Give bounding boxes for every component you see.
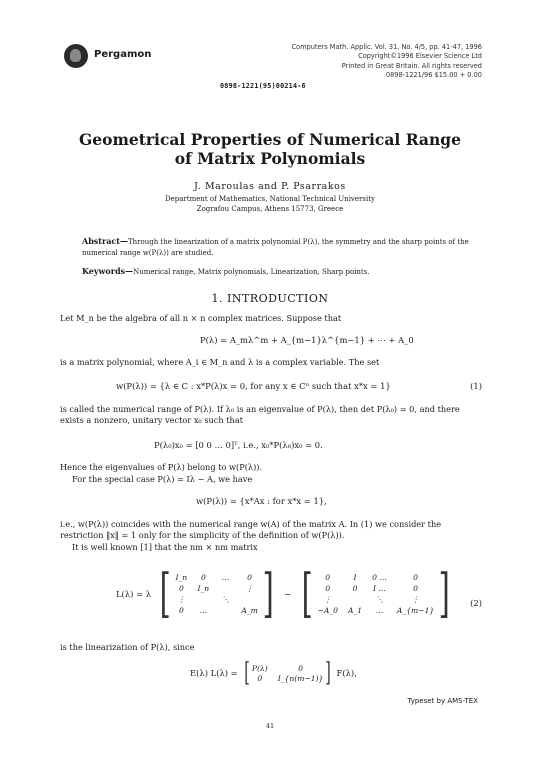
matrix-entry: 0 [257,673,263,683]
affiliation-line-2: Zografou Campus, Athens 15773, Greece [196,205,344,214]
equation-last-lhs: E(λ) L(λ) = [190,668,238,678]
page-number: 41 [265,722,275,730]
matrix-entry: 0 [413,584,419,593]
affiliation-line-1: Department of Mathematics, National Technical University [165,195,375,203]
equation-2-lhs: L(λ) = λ [116,589,152,599]
equation-last [190,660,357,686]
matrix-entry: 0 [178,584,184,593]
minus-sign: − [284,589,292,599]
matrix-entry: −A_0 [317,606,338,615]
matrix-entry: … [221,573,230,582]
authors: J. Maroulas and P. Psarrakos [194,181,346,192]
matrix-entry [241,595,257,604]
typeset-note: Typeset by AMS-TEX [407,697,478,705]
printed-line: Printed in Great Britain. All rights reserved [341,61,482,70]
matrix-entry: 0 [325,573,331,582]
equation-polynomial: P(λ) = A_mλ^m + A_{m−1}λ^{m−1} + ⋯ + A_0 [200,335,414,345]
matrix-entry: I [353,573,357,582]
matrix-entry: 0 … [372,573,387,582]
paragraph-1: Let M_n be the algebra of all n × n complex matrices. Suppose that [60,313,342,323]
paragraph-2: is a matrix polynomial, where A_i ∈ M_n and λ is a complex variable. The set [60,357,380,367]
matrix-entry [348,595,362,604]
equation-special: w(P(λ)) = {x*Ax : for x*x = 1}, [196,496,327,506]
matrix-entry: I_n [175,573,188,582]
keywords [82,266,482,276]
price-line: 0898-1221/96 $15.00 + 0.00 [385,71,482,80]
title-line-2: of Matrix Polynomials [174,149,366,168]
abstract-label: Abstract— [82,236,128,246]
matrix-entry: 0 [413,573,419,582]
paragraph-8: is the linearization of P(λ), since [60,642,195,652]
paragraph-6: i.e., w(P(λ)) coincides with the numerical range w(A) of the matrix A. In (1) we consider the restriction ‖x‖ = 1 only for the simplicity of the definition of w(P(λ)). [60,519,442,541]
matrix-entry: … [199,606,208,615]
paragraph-3: is called the numerical range of P(λ). If λ₀ is an eigenvalue of P(λ), then det P(λ₀) = 0, and there exists a nonzero, unitary vector x₀ such that [60,404,460,426]
matrix-leading: [ I_n 0 … 0 0 I_n ⋮ ⋮ ⋱ 0 … A_m ] [159,564,274,624]
abstract-text: Through the linearization of a matrix polynomial P(λ), the symmetry and the sharp points of the numerical range w(P(λ)) are studied. [82,238,469,257]
keywords-text: Numerical range, Matrix polynomials, Linearization, Sharp points. [133,268,370,276]
abstract [82,236,482,258]
matrix-entry [219,584,231,593]
pergamon-logo [64,44,88,68]
keywords-label: Keywords— [82,266,134,276]
equation-1-number: (1) [470,381,482,391]
matrix-entry: 0 [247,573,253,582]
matrix-entry: 0 [178,606,184,615]
matrix-entry: ⋮ [177,595,186,604]
matrix-entry: 0 [352,584,358,593]
paragraph-5: For the special case P(λ) = Iλ − A, we have [72,474,253,484]
matrix-entry: 0 [298,663,303,673]
matrix-entry: P(λ) [251,663,268,673]
matrix-entry: ⋱ [375,595,384,604]
matrix-entry: A_m [241,606,258,615]
matrix-entry: … [375,606,384,615]
matrix-entry: ⋮ [323,595,332,604]
matrix-entry: I_{n(m−1)} [277,673,324,683]
matrix-entry: A_{m−1} [396,606,435,615]
matrix-entry: ⋱ [221,595,230,604]
publisher-name: Pergamon [94,49,152,60]
affiliation [40,194,500,215]
matrix-block-entries [252,664,324,683]
copyright-line: Copyright©1996 Elsevier Science Ltd [358,52,482,61]
matrix-entry [219,606,231,615]
matrix-entry: I … [372,584,386,593]
matrix-entry: A_1 [347,606,363,615]
pii-code: 0898-1221(95)00214-6 [220,82,306,90]
matrix-entry: I_n [197,584,210,593]
equation-2 [116,564,455,624]
paragraph-4: Hence the eigenvalues of P(λ) belong to w(P(λ)). [60,462,263,472]
matrix-entry [197,595,209,604]
matrix-entry: 0 [325,584,331,593]
matrix-block: [ P(λ) 0 0 I_{n(m−1)} ] [243,658,332,688]
matrix-entry: ⋮ [411,595,420,604]
equation-1: w(P(λ)) = {λ ∈ C : x*P(λ)x = 0, for any x ∈ Cⁿ such that x*x = 1} [116,381,391,391]
matrix-companion: [ 0 I 0 … 0 0 0 I … 0 ⋮ ⋱ ⋮ −A_0 A_1 … A_{m−1} ] [301,564,450,624]
journal-info [291,43,482,81]
paper-title [40,130,500,168]
title-line-1: Geometrical Properties of Numerical Range [79,130,461,149]
matrix-companion-entries [317,573,434,615]
matrix-entry: 0 [200,573,206,582]
equation-2-number: (2) [470,598,482,608]
paragraph-7: It is well known [1] that the nm × nm matrix [72,542,258,552]
journal-citation: Computers Math. Applic. Vol. 31, No. 4/5, pp. 41-47, 1996 [291,43,482,51]
equation-eigen: P(λ₀)x₀ = [0 0 … 0]ᵀ, i.e., x₀*P(λ₀)x₀ = 0. [154,440,323,450]
matrix-entry: ⋮ [245,584,254,593]
equation-last-rhs: F(λ), [336,668,357,678]
matrix-leading-entries [175,573,257,615]
section-heading: 1. INTRODUCTION [211,292,329,305]
